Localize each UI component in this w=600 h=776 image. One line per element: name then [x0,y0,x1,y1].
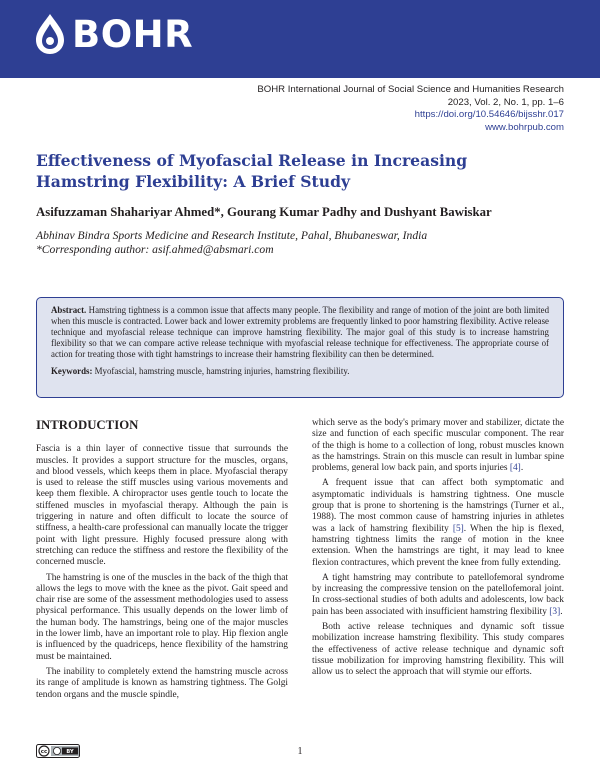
paragraph: The inability to completely extend the hamstring muscle across its range of amplitude is known as hamstring tightness. The Golgi tendon organs and the muscle spindle, [36,666,288,700]
logo-wordmark: BOHR [72,12,194,56]
text-run: A frequent issue that can affect both symptomatic and asymptomatic individuals is hamstring tightness. One muscle group that is prone to shortening is the hamstrings (Turner et al., 1988). The most common cause of hamstring injuries in athletes was a lack of hamstring flexibility [312,478,564,534]
text-run: . [560,606,563,617]
citation-link[interactable]: [3] [549,606,561,617]
journal-name: BOHR International Journal of Social Science and Humanities Research [257,84,564,95]
section-heading: INTRODUCTION [36,418,139,432]
paragraph [312,478,564,568]
abstract-box [36,297,564,398]
paragraph [312,573,564,618]
bohr-logo[interactable] [33,12,193,56]
text-run: . [520,463,524,474]
header-banner [0,0,600,78]
affiliation: Abhinav Bindra Sports Medicine and Research Institute, Pahal, Bhubaneswar, India [36,229,428,242]
bohr-logo-icon [33,12,67,56]
keywords-text: Myofascial, hamstring muscle, hamstring injuries, hamstring flexibility. [94,366,350,377]
paragraph: Fascia is a thin layer of connective tissue that surrounds the muscles. It provides a support structure for the muscles, organs, and blood vessels, which keeps them in place. Myofascial therapy is used to release the stiff muscles using various movements and keep them flexible. A chiropractor uses gentle touch to locate the stiffened muscles in myofascial therapy. Although the pain is triggering in nature and often difficult to locate the source of stiffness, a health-care professional can manually locate the trigger point with light pressure. Highly focused pressure along with stretching can reduce the stiffness and restore the flexibility of the concerned muscle. [36,444,288,568]
left-column [36,418,288,705]
keywords-line [51,366,549,377]
author-list: Asifuzzaman Shahariyar Ahmed*, Gourang Kumar Padhy and Dushyant Bawiskar [36,205,492,219]
paragraph: Both active release techniques and dynamic soft tissue mobilization increase hamstring flexibility. This study compares the effectiveness of active release technique and dynamic soft tissue mobilization for improving hamstring flexibility. This will allow us to select the approach that will stymie our efforts. [312,622,564,678]
page-number: 1 [297,746,303,757]
corresponding-author: *Corresponding author: asif.ahmed@absmari.com [36,243,274,256]
citation-link[interactable]: [4] [509,463,521,474]
svg-text:BY: BY [66,749,74,755]
volume-info: 2023, Vol. 2, No. 1, pp. 1–6 [447,96,564,108]
abstract-paragraph [51,305,549,360]
abstract-text: Hamstring tightness is a common issue that affects many people. The flexibility and range of motion of the joint are both limited when this muscle is contracted. Lower back and lower extremity problems are frequently linked to poor hamstring flexibility. Active release technique and myofascial release technique can improve hamstring flexibility. The major goal of this study is to increase hamstring flexibility so that we can compare active release technique with myofascial release technique for effectiveness. The appropriate course of action for treating those with tight hamstrings to increase their hamstring flexibility can then be determined. [51,305,550,360]
abstract-label: Abstract. [51,305,87,315]
text-run: which serve as the body's primary mover and stabilizer, dictate the size and function of each specific muscular component. The rear of the thigh is home to a collection of long, robust muscles known as the hamstrings. Strain on this muscle can result in lumbar spine problems, general low back pain, and sports injuries [312,418,564,474]
doi-link[interactable]: https://doi.org/10.54646/bijsshr.017 [414,109,564,120]
right-column [312,418,564,683]
paragraph [312,418,564,474]
keywords-label: Keywords: [51,366,93,377]
journal-info [257,84,564,134]
text-run: A tight hamstring may contribute to patellofemoral syndrome by increasing the compressive tension on the patellofemoral joint. In cross-sectional studies of both adults and adolescents, low back pain has been associated with insufficient hamstring flexibility [312,572,564,617]
svg-text:cc: cc [40,749,48,756]
text-run: . When the hip is flexed, hamstring tightness limits the range of motion in the knee extension. When the hamstrings are tight, it may lead to knee flexion contractures, which prevent the knee from fully extending. [312,523,564,568]
paragraph: The hamstring is one of the muscles in the back of the thigh that allows the legs to move with the knee as the pivot. Gait speed and chair rise are some of the assessment methodologies used to assess physical performance. This usually depends on the lower limb of the human body. The hamstrings, being one of the major muscles in the lower limb, have an important role to play. Hip flexion angle is influenced by the quadriceps, hence flexibility of the hamstring must be maintained. [36,572,288,662]
citation-link[interactable]: [5] [452,523,464,534]
website-link[interactable]: www.bohrpub.com [485,121,564,133]
affiliation-block [36,229,427,257]
article-title: Effectiveness of Myofascial Release in Increasing Hamstring Flexibility: A Brief Study [36,151,468,191]
